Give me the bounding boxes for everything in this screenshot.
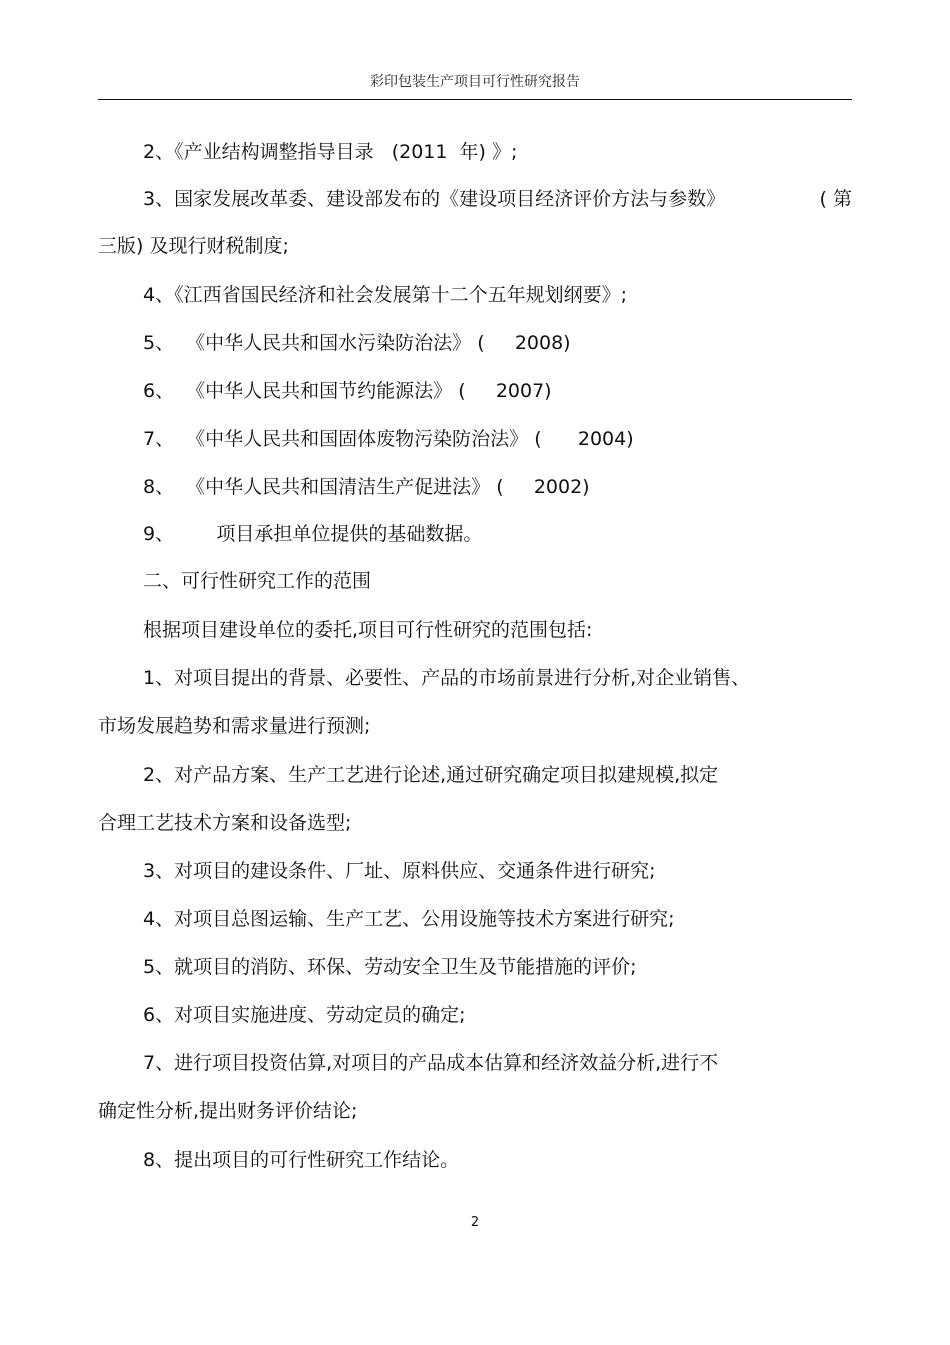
reference-item-3-line-2: 三版) 及现行财税制度; [98,235,289,257]
scope-item-2-line-2: 合理工艺技术方案和设备选型; [98,812,352,834]
reference-item-3-text: 3、国家发展改革委、建设部发布的《建设项目经济评价方法与参数》 [143,188,726,210]
scope-item-2: 2、对产品方案、生产工艺进行论述,通过研究确定项目拟建规模,拟定 [143,764,719,786]
reference-item-2: 2、《产业结构调整指导目录 (2011 年) 》; [143,141,518,163]
scope-item-7: 7、进行项目投资估算,对项目的产品成本估算和经济效益分析,进行不 [143,1052,719,1074]
reference-item-8: 8、 《中华人民共和国清洁生产促进法》 ( 2002) [143,476,590,498]
reference-item-7: 7、 《中华人民共和国固体废物污染防治法》 ( 2004) [143,428,634,450]
page-number: 2 [470,1215,480,1230]
reference-item-3 [143,187,852,211]
scope-item-1: 1、对项目提出的背景、必要性、产品的市场前景进行分析,对企业销售、 [143,667,751,689]
scope-item-8: 8、提出项目的可行性研究工作结论。 [143,1149,460,1171]
scope-item-3: 3、对项目的建设条件、厂址、原料供应、交通条件进行研究; [143,860,656,882]
scope-item-1-line-2: 市场发展趋势和需求量进行预测; [98,715,371,737]
scope-item-7-line-2: 确定性分析,提出财务评价结论; [98,1100,358,1122]
scope-intro: 根据项目建设单位的委托,项目可行性研究的范围包括: [143,619,593,641]
reference-item-5: 5、 《中华人民共和国水污染防治法》 ( 2008) [143,332,571,354]
header-divider [98,99,852,100]
reference-item-9: 9、 项目承担单位提供的基础数据。 [143,523,483,545]
section-heading: 二、可行性研究工作的范围 [143,570,372,592]
reference-item-6: 6、 《中华人民共和国节约能源法》 ( 2007) [143,380,552,402]
scope-item-6: 6、对项目实施进度、劳动定员的确定; [143,1004,466,1026]
reference-item-4: 4、《江西省国民经济和社会发展第十二个五年规划纲要》; [143,284,627,306]
reference-item-3-continuation: ( 第 [819,188,852,210]
running-header: 彩印包装生产项目可行性研究报告 [370,74,580,90]
scope-item-4: 4、对项目总图运输、生产工艺、公用设施等技术方案进行研究; [143,908,675,930]
scope-item-5: 5、就项目的消防、环保、劳动安全卫生及节能措施的评价; [143,956,637,978]
